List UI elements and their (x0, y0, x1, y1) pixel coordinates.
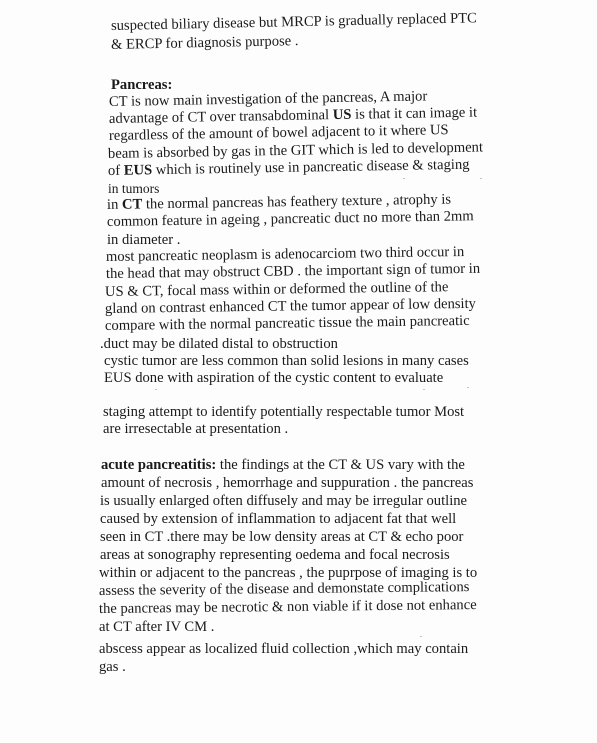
acute-line-3: is usually enlarged often diffusely and may be irregular outline (100, 493, 468, 509)
acute-line-1: acute pancreatitis: the findings at the CT & US vary with the (101, 457, 465, 473)
acute-line-11: abscess appear as localized fluid collection ,which may contain (99, 641, 469, 657)
neoplasm-line-7: cystic tumor are less common than solid lesions in many cases (104, 353, 469, 369)
acute-pancreatitis-label: acute pancreatitis: (101, 457, 217, 473)
intro-line-1: suspected biliary disease but MRCP is gradually replaced PTC (110, 10, 477, 34)
normal-line-2: common feature in ageing , pancreatic duct no more than 2mm (106, 208, 474, 230)
ct-line-2: advantage of CT over transabdominal US is that it can image it (108, 104, 478, 127)
acute-line-6: areas at sonography representing oedema and focal necrosis (100, 547, 450, 563)
scan-speck (423, 389, 425, 390)
ct-line-3: regardless of the amount of bowel adjacent to it where US (108, 122, 449, 144)
acute-line-2: amount of necrosis , hemorrhage and suppuration . the pancreas (101, 475, 474, 491)
acute-line-5: seen in CT .there may be low density areas at CT & echo poor (100, 529, 464, 545)
ct-line-6: in tumors (108, 181, 160, 196)
neoplasm-line-8: EUS done with aspiration of the cystic content to evaluate (104, 370, 444, 386)
intro-line-2: & ERCP for diagnosis purpose . (110, 33, 299, 53)
neoplasm-line-1: most pancreatic neoplasm is adenocarciom two third occur in (105, 243, 465, 265)
acute-line-12: gas . (99, 659, 126, 675)
acute-line-8: assess the severity of the disease and demonstate complications (98, 579, 470, 599)
neoplasm-line-6: .duct may be dilated distal to obstruction (100, 336, 338, 352)
acute-line-7: within or adjacent to the pancreas , the puprpose of imaging is to (99, 565, 478, 581)
neoplasm-line-5: compare with the normal pancreatic tissue the main pancreatic (104, 312, 470, 334)
normal-line-1: in CT the normal pancreas has feathery texture , atrophy is (106, 191, 452, 213)
scan-speck (420, 636, 422, 637)
neoplasm-line-2: the head that may obstruct CBD . the important sign of tumor in (105, 260, 481, 282)
ct-line-4: beam is absorbed by gas in the GIT which is led to development (107, 139, 484, 162)
acute-line-4: caused by extension of inflammation to adjacent fat that well (100, 511, 457, 527)
scan-speck (480, 178, 482, 179)
neoplasm-line-3: US & CT, focal mass within or deformed the outline of the (104, 279, 449, 300)
normal-line-3: in diameter . (107, 232, 181, 248)
staging-line-1: staging attempt to identify potentially respectable tumor Most (103, 404, 465, 420)
scan-speck (403, 178, 405, 179)
neoplasm-line-4: gland on contrast enhanced CT the tumor appear of low density (104, 295, 477, 317)
scan-speck (467, 387, 469, 388)
ct-line-5: of EUS which is routinely use in pancreatic disease & staging (107, 156, 470, 179)
acute-line-10: at CT after IV CM . (99, 619, 215, 635)
staging-line-2: are irresectable at presentation . (103, 421, 289, 437)
scan-speck (155, 389, 157, 390)
acute-line-9: the pancreas may be necrotic & non viable if it dose not enhance (98, 597, 477, 617)
pancreas-heading: Pancreas: (111, 77, 173, 93)
ct-line-1: CT is now main investigation of the pancreas, A major (108, 88, 428, 110)
